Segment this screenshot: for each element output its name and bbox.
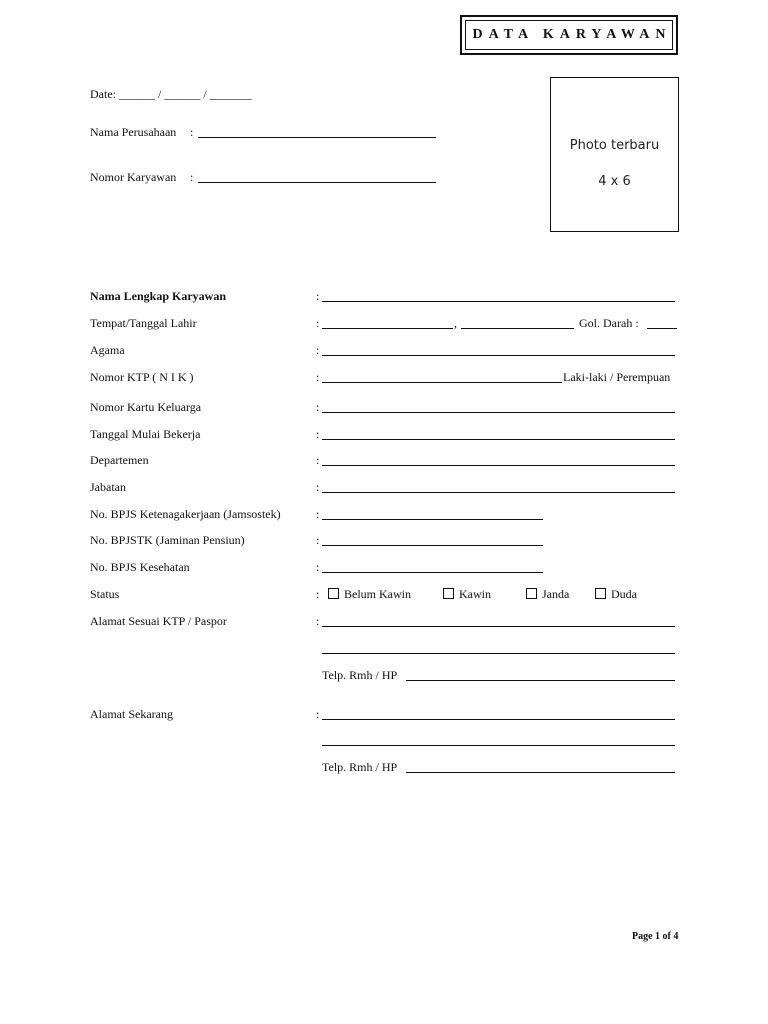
status-colon: : bbox=[316, 587, 320, 601]
form-title: DATA KARYAWAN bbox=[472, 27, 672, 42]
department-colon: : bbox=[316, 453, 320, 467]
full-name-input-line[interactable] bbox=[322, 301, 675, 302]
family-card-input-line[interactable] bbox=[322, 412, 675, 413]
religion-colon: : bbox=[316, 343, 320, 357]
status-option-kawin: Kawin bbox=[459, 587, 491, 601]
full-name-label: Nama Lengkap Karyawan bbox=[90, 289, 227, 303]
status-checkbox-duda[interactable] bbox=[595, 588, 606, 599]
form-title-box bbox=[460, 15, 678, 55]
family-card-colon: : bbox=[316, 400, 320, 414]
photo-placeholder bbox=[550, 77, 679, 232]
bpjs-tk-colon: : bbox=[316, 507, 320, 521]
date-field[interactable]: Date: ______ / ______ / _______ bbox=[90, 87, 252, 101]
employee-no-label: Nomor Karyawan bbox=[90, 170, 177, 184]
company-label: Nama Perusahaan bbox=[90, 125, 177, 139]
bpjs-tk-input-line[interactable] bbox=[322, 519, 543, 520]
address-current-label: Alamat Sekarang bbox=[90, 707, 173, 721]
bpjstk-pension-colon: : bbox=[316, 533, 320, 547]
form-title-inner-border bbox=[465, 20, 673, 50]
religion-input-line[interactable] bbox=[322, 355, 675, 356]
address-current-phone-label: Telp. Rmh / HP bbox=[322, 760, 398, 774]
status-checkbox-belum-kawin[interactable] bbox=[328, 588, 339, 599]
photo-caption: Photo terbaru bbox=[569, 138, 660, 153]
ktp-input-line[interactable] bbox=[322, 382, 562, 383]
bpjs-tk-label: No. BPJS Ketenagakerjaan (Jamsostek) bbox=[90, 507, 281, 521]
page-number: Page 1 of 4 bbox=[632, 931, 679, 942]
address-ktp-input-line-1[interactable] bbox=[322, 626, 675, 627]
position-colon: : bbox=[316, 480, 320, 494]
start-date-colon: : bbox=[316, 427, 320, 441]
status-label: Status bbox=[90, 587, 120, 601]
status-checkbox-janda[interactable] bbox=[526, 588, 537, 599]
address-ktp-phone-label: Telp. Rmh / HP bbox=[322, 668, 398, 682]
start-date-label: Tanggal Mulai Bekerja bbox=[90, 427, 201, 441]
gender-options[interactable]: Laki-laki / Perempuan bbox=[563, 370, 671, 384]
family-card-label: Nomor Kartu Keluarga bbox=[90, 400, 202, 414]
bpjstk-pension-input-line[interactable] bbox=[322, 545, 543, 546]
address-ktp-input-line-2[interactable] bbox=[322, 653, 675, 654]
status-option-duda: Duda bbox=[611, 587, 637, 601]
company-input-line[interactable] bbox=[198, 137, 436, 138]
address-current-phone-input-line[interactable] bbox=[406, 772, 675, 773]
employee-no-input-line[interactable] bbox=[198, 182, 436, 183]
birth-comma: , bbox=[454, 316, 457, 330]
department-label: Departemen bbox=[90, 453, 149, 467]
blood-type-input-line[interactable] bbox=[647, 328, 677, 329]
status-option-belum-kawin: Belum Kawin bbox=[344, 587, 411, 601]
bpjs-health-colon: : bbox=[316, 560, 320, 574]
bpjstk-pension-label: No. BPJSTK (Jaminan Pensiun) bbox=[90, 533, 245, 547]
birth-place-input-line[interactable] bbox=[322, 328, 453, 329]
blood-type-label: Gol. Darah : bbox=[579, 316, 639, 330]
start-date-input-line[interactable] bbox=[322, 439, 675, 440]
position-label: Jabatan bbox=[90, 480, 126, 494]
address-current-colon: : bbox=[316, 707, 320, 721]
bpjs-health-label: No. BPJS Kesehatan bbox=[90, 560, 190, 574]
company-colon: : bbox=[190, 125, 194, 139]
address-ktp-colon: : bbox=[316, 614, 320, 628]
ktp-colon: : bbox=[316, 370, 320, 384]
religion-label: Agama bbox=[90, 343, 125, 357]
photo-size: 4 x 6 bbox=[598, 174, 631, 189]
full-name-colon: : bbox=[316, 289, 320, 303]
position-input-line[interactable] bbox=[322, 492, 675, 493]
status-option-janda: Janda bbox=[542, 587, 570, 601]
ktp-label: Nomor KTP ( N I K ) bbox=[90, 370, 194, 384]
birth-date-input-line[interactable] bbox=[461, 328, 574, 329]
birth-label: Tempat/Tanggal Lahir bbox=[90, 316, 197, 330]
department-input-line[interactable] bbox=[322, 465, 675, 466]
address-current-input-line-2[interactable] bbox=[322, 745, 675, 746]
employee-no-colon: : bbox=[190, 170, 194, 184]
address-ktp-label: Alamat Sesuai KTP / Paspor bbox=[90, 614, 227, 628]
birth-colon: : bbox=[316, 316, 320, 330]
address-ktp-phone-input-line[interactable] bbox=[406, 680, 675, 681]
status-checkbox-kawin[interactable] bbox=[443, 588, 454, 599]
bpjs-health-input-line[interactable] bbox=[322, 572, 543, 573]
address-current-input-line-1[interactable] bbox=[322, 719, 675, 720]
